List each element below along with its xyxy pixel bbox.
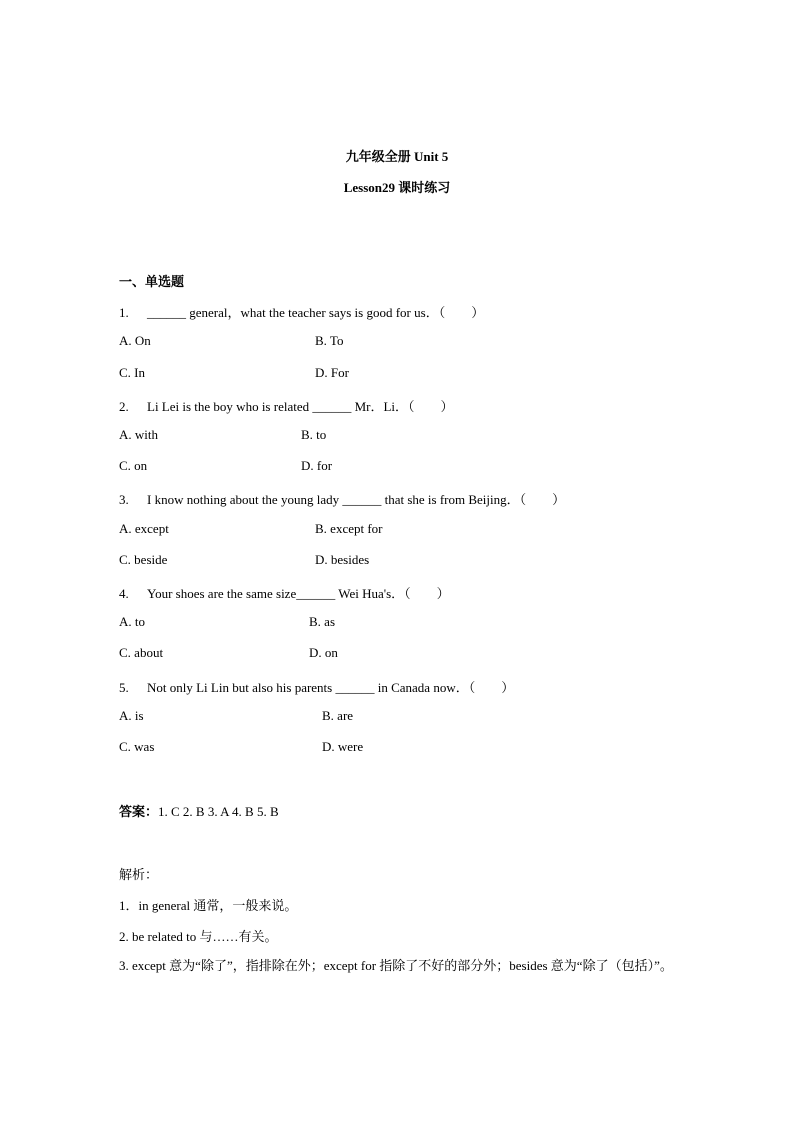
question-number: 4.: [119, 586, 129, 601]
question-2: [119, 396, 454, 415]
option-d: D. besides: [315, 552, 370, 567]
option-a: A. is: [119, 708, 144, 723]
question-text: ______ general，what the teacher says is good for us．（ ）: [147, 305, 485, 320]
question-4: [119, 583, 450, 602]
question-number: 1.: [119, 305, 129, 320]
analysis-item-2: 2. be related to 与……有关。: [119, 929, 278, 944]
option-c: C. on: [119, 458, 148, 473]
option-c: C. beside: [119, 552, 168, 567]
question-1: [119, 302, 484, 321]
option-b: B. except for: [315, 521, 383, 536]
answers-label: 答案：: [119, 804, 159, 819]
option-d: D. were: [322, 739, 364, 754]
document-subtitle: Lesson29 课时练习: [343, 180, 451, 195]
option-c: C. In: [119, 365, 145, 380]
option-b: B. as: [309, 614, 335, 629]
option-a: A. except: [119, 521, 169, 536]
answers-text: 1. C 2. B 3. A 4. B 5. B: [158, 804, 279, 819]
question-text: I know nothing about the young lady ______ that she is from Beijing．（ ）: [147, 492, 566, 507]
document-title: 九年级全册 Unit 5: [345, 149, 449, 164]
question-text: Li Lei is the boy who is related ______ Mr．Li．（ ）: [147, 399, 454, 414]
option-a: A. with: [119, 427, 158, 442]
question-3: [119, 489, 565, 508]
option-a: A. On: [119, 333, 151, 348]
option-d: D. for: [301, 458, 333, 473]
question-number: 3.: [119, 492, 129, 507]
analysis-item-1: 1．in general 通常，一般来说。: [119, 898, 298, 913]
question-5: [119, 677, 514, 696]
question-text: Not only Li Lin but also his parents ______ in Canada now．（ ）: [147, 680, 515, 695]
analysis-label: 解析：: [119, 867, 159, 882]
section-heading: 一、单选题: [119, 274, 185, 289]
option-a: A. to: [119, 614, 145, 629]
analysis-item-3: 3. except 意为“除了”，指排除在外；except for 指除了不好的部分外；besides 意为“除了（包括）”。: [119, 958, 673, 973]
question-number: 2.: [119, 399, 129, 414]
answers-line: [119, 801, 279, 820]
option-b: B. to: [301, 427, 327, 442]
option-b: B. are: [322, 708, 354, 723]
option-b: B. To: [315, 333, 344, 348]
option-d: D. For: [315, 365, 349, 380]
question-number: 5.: [119, 680, 129, 695]
option-d: D. on: [309, 645, 338, 660]
question-text: Your shoes are the same size______ Wei Hua's．（ ）: [147, 586, 450, 601]
option-c: C. about: [119, 645, 164, 660]
option-c: C. was: [119, 739, 155, 754]
